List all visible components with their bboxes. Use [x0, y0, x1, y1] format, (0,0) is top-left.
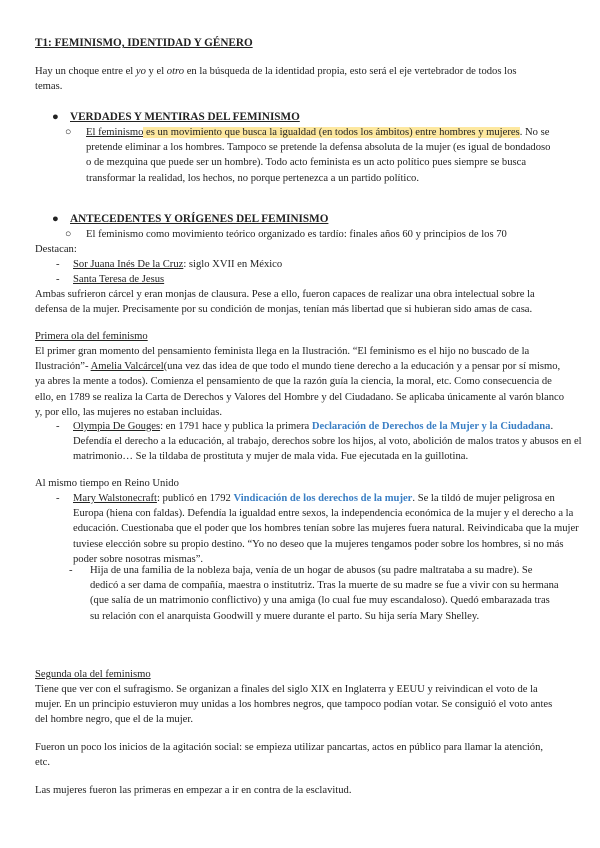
section-heading-verdades: [52, 110, 300, 124]
olympe-text-a: : en 1791 hace y publica la primera: [160, 421, 312, 432]
dash-marker: -: [56, 274, 60, 285]
segunda-ola-heading: Segunda ola del feminismo: [35, 669, 151, 680]
list-item-name: Santa Teresa de Jesus: [73, 274, 165, 285]
circle-bullet-icon: ○: [65, 229, 72, 240]
circle-bullet-icon: ○: [65, 127, 72, 138]
dash-marker: -: [56, 259, 60, 270]
ambas-paragraph: Ambas sufrieron cárcel y eran monjas de clausura. Pese a ello, fueron capaces de realizar una obra intelectual sobre la defensa de la mujer. Precisamente por su condición de monjas, tenían más libertad que si hubieran sido amas de casa.: [35, 289, 535, 316]
dash-marker: -: [69, 565, 73, 576]
primera-ola-paragraph: [35, 344, 565, 420]
section-heading-antecedentes: [52, 212, 328, 226]
intro-text-b: y el: [145, 66, 167, 77]
mary-text-b: . Se la tildó de mujer peligrosa en Europa (hiena con faldas). Defendía la igualdad entre sexos, la independencia económica de la mujer y el derecho a la educación. Cuestionaba que el poder que los hombres tenían sobre las mujeres fuera natural. Reivindicaba que la mujer tuviese elección sobre su propio destino. “Yo no deseo que la mujeres tengamos poder sobre los hombres, si no más poder sobre nosotras mismas”.: [73, 493, 579, 565]
olympe-name: Olympia De Gouges: [73, 421, 161, 432]
intro-yo: yo: [135, 66, 146, 77]
section2-item-text: El feminismo como movimiento teórico organizado es tardío: finales años 60 y principios de los 70: [86, 229, 507, 240]
segunda-ola-paragraph-2: Fueron un poco los inicios de la agitación social: se empieza utilizar pancartas, actos en público para llamar la atención, etc.: [35, 742, 544, 769]
section1-item-highlight: es un movimiento que busca la igualdad (en todos los ámbitos) entre hombres y mujeres: [143, 127, 520, 138]
bullet-icon: ●: [52, 213, 59, 225]
mary-sub-item: [69, 563, 560, 624]
intro-text-a: Hay un choque entre el: [35, 66, 136, 77]
olympe-text-b: . Defendía el derecho a la educación, al trabajo, derechos sobre los hijos, al voto, abolición de malos tratos y abusos en el matrimonio… Se la tildaba de prostituta y mujer de mala vida. Fue ejecutada en la guillotina.: [73, 421, 582, 463]
reino-unido-line: Al mismo tiempo en Reino Unido: [35, 478, 179, 489]
section1-heading-label: VERDADES Y MENTIRAS DEL FEMINISMO: [70, 111, 300, 123]
section2-item: [65, 227, 566, 242]
list-item-rest: : siglo XVII en México: [183, 259, 283, 270]
mary-work: Vindicación de los derechos de la mujer: [233, 493, 413, 504]
section1-item: [65, 125, 556, 186]
dash-marker: -: [56, 493, 60, 504]
mary-text-a: : publicó en 1792: [156, 493, 234, 504]
mary-sub-text: Hija de una familia de la nobleza baja, venía de un hogar de abusos (su padre maltrataba a su madre). Se dedicó a ser dama de compañía, maestra o institutriz. Tras la muerte de su madre se fue a vivir con su hermana (que salía de un matrimonio conflictivo) y una amiga (lo cual fue muy escandaloso). Quedó embarazada tras su relación con el anarquista Goodwill y muere durante el parto. Su hija sería Mary Shelley.: [90, 565, 559, 622]
intro-paragraph: [35, 64, 545, 94]
mary-name: Mary Walstonecraft: [73, 493, 157, 504]
list-item-name: Sor Juana Inés De la Cruz: [73, 259, 184, 270]
page-title: T1: FEMINISMO, IDENTIDAD Y GÉNERO: [35, 37, 253, 49]
section2-heading-label: ANTECEDENTES Y ORÍGENES DEL FEMINISMO: [70, 213, 329, 225]
segunda-ola-paragraph-1: Tiene que ver con el sufragismo. Se organizan a finales del siglo XIX en Inglaterra y EEUU y reivindican el voto de la mujer. En un principio estuvieron muy unidas a los hombres negros, que tampoco podían votar. Se consiguió el voto antes del hombre negro, que el de la mujer.: [35, 684, 553, 726]
primera-ola-heading: Primera ola del feminismo: [35, 331, 148, 342]
olympe-work: Declaración de Derechos de la Mujer y la Ciudadana: [311, 421, 551, 432]
intro-text-c: en la búsqueda de la identidad propia, esto será el eje vertebrador de todos los temas.: [35, 66, 517, 93]
section1-item-lead: El feminismo: [86, 127, 144, 138]
ola1-text-b: (una vez das idea de que todo el mundo tiene derecho a la educación y a pensar por sí mismo, ya abres la mente a todos). Comienza el pensamiento de que la razón guía la ciencia, la moral, etc. Como consecuencia de ello, en 1789 se realiza la Carta de Derechos y Valores del Hombre y del Ciudadano. Se aplicaba únicamente al varón blanco y, por ello, las mujeres no estaban incluidas.: [35, 361, 564, 418]
segunda-ola-paragraph-3: Las mujeres fueron las primeras en empezar a ir en contra de la esclavitud.: [35, 785, 352, 796]
ola1-text-a: El primer gran momento del pensamiento feminista llega en la Ilustración. “El feminismo es el hijo no buscado de la Ilustración”-: [35, 346, 530, 373]
dash-marker: -: [56, 421, 60, 432]
intro-otro: otro: [166, 66, 185, 77]
section1-item-rest: . No se pretende eliminar a los hombres. Tampoco se pretende la defensa absoluta de la mujer (es igual de bondadoso o de mezquina que puede ser un hombre). Todo acto feminista es un acto político pues siempre se busca transformar la realidad, los hechos, no porque pertenezca a un partido político.: [86, 127, 551, 184]
ola1-name: Amelia Valcárcel: [90, 361, 164, 373]
bullet-icon: ●: [52, 111, 59, 123]
destacan-label: Destacan:: [35, 244, 77, 255]
